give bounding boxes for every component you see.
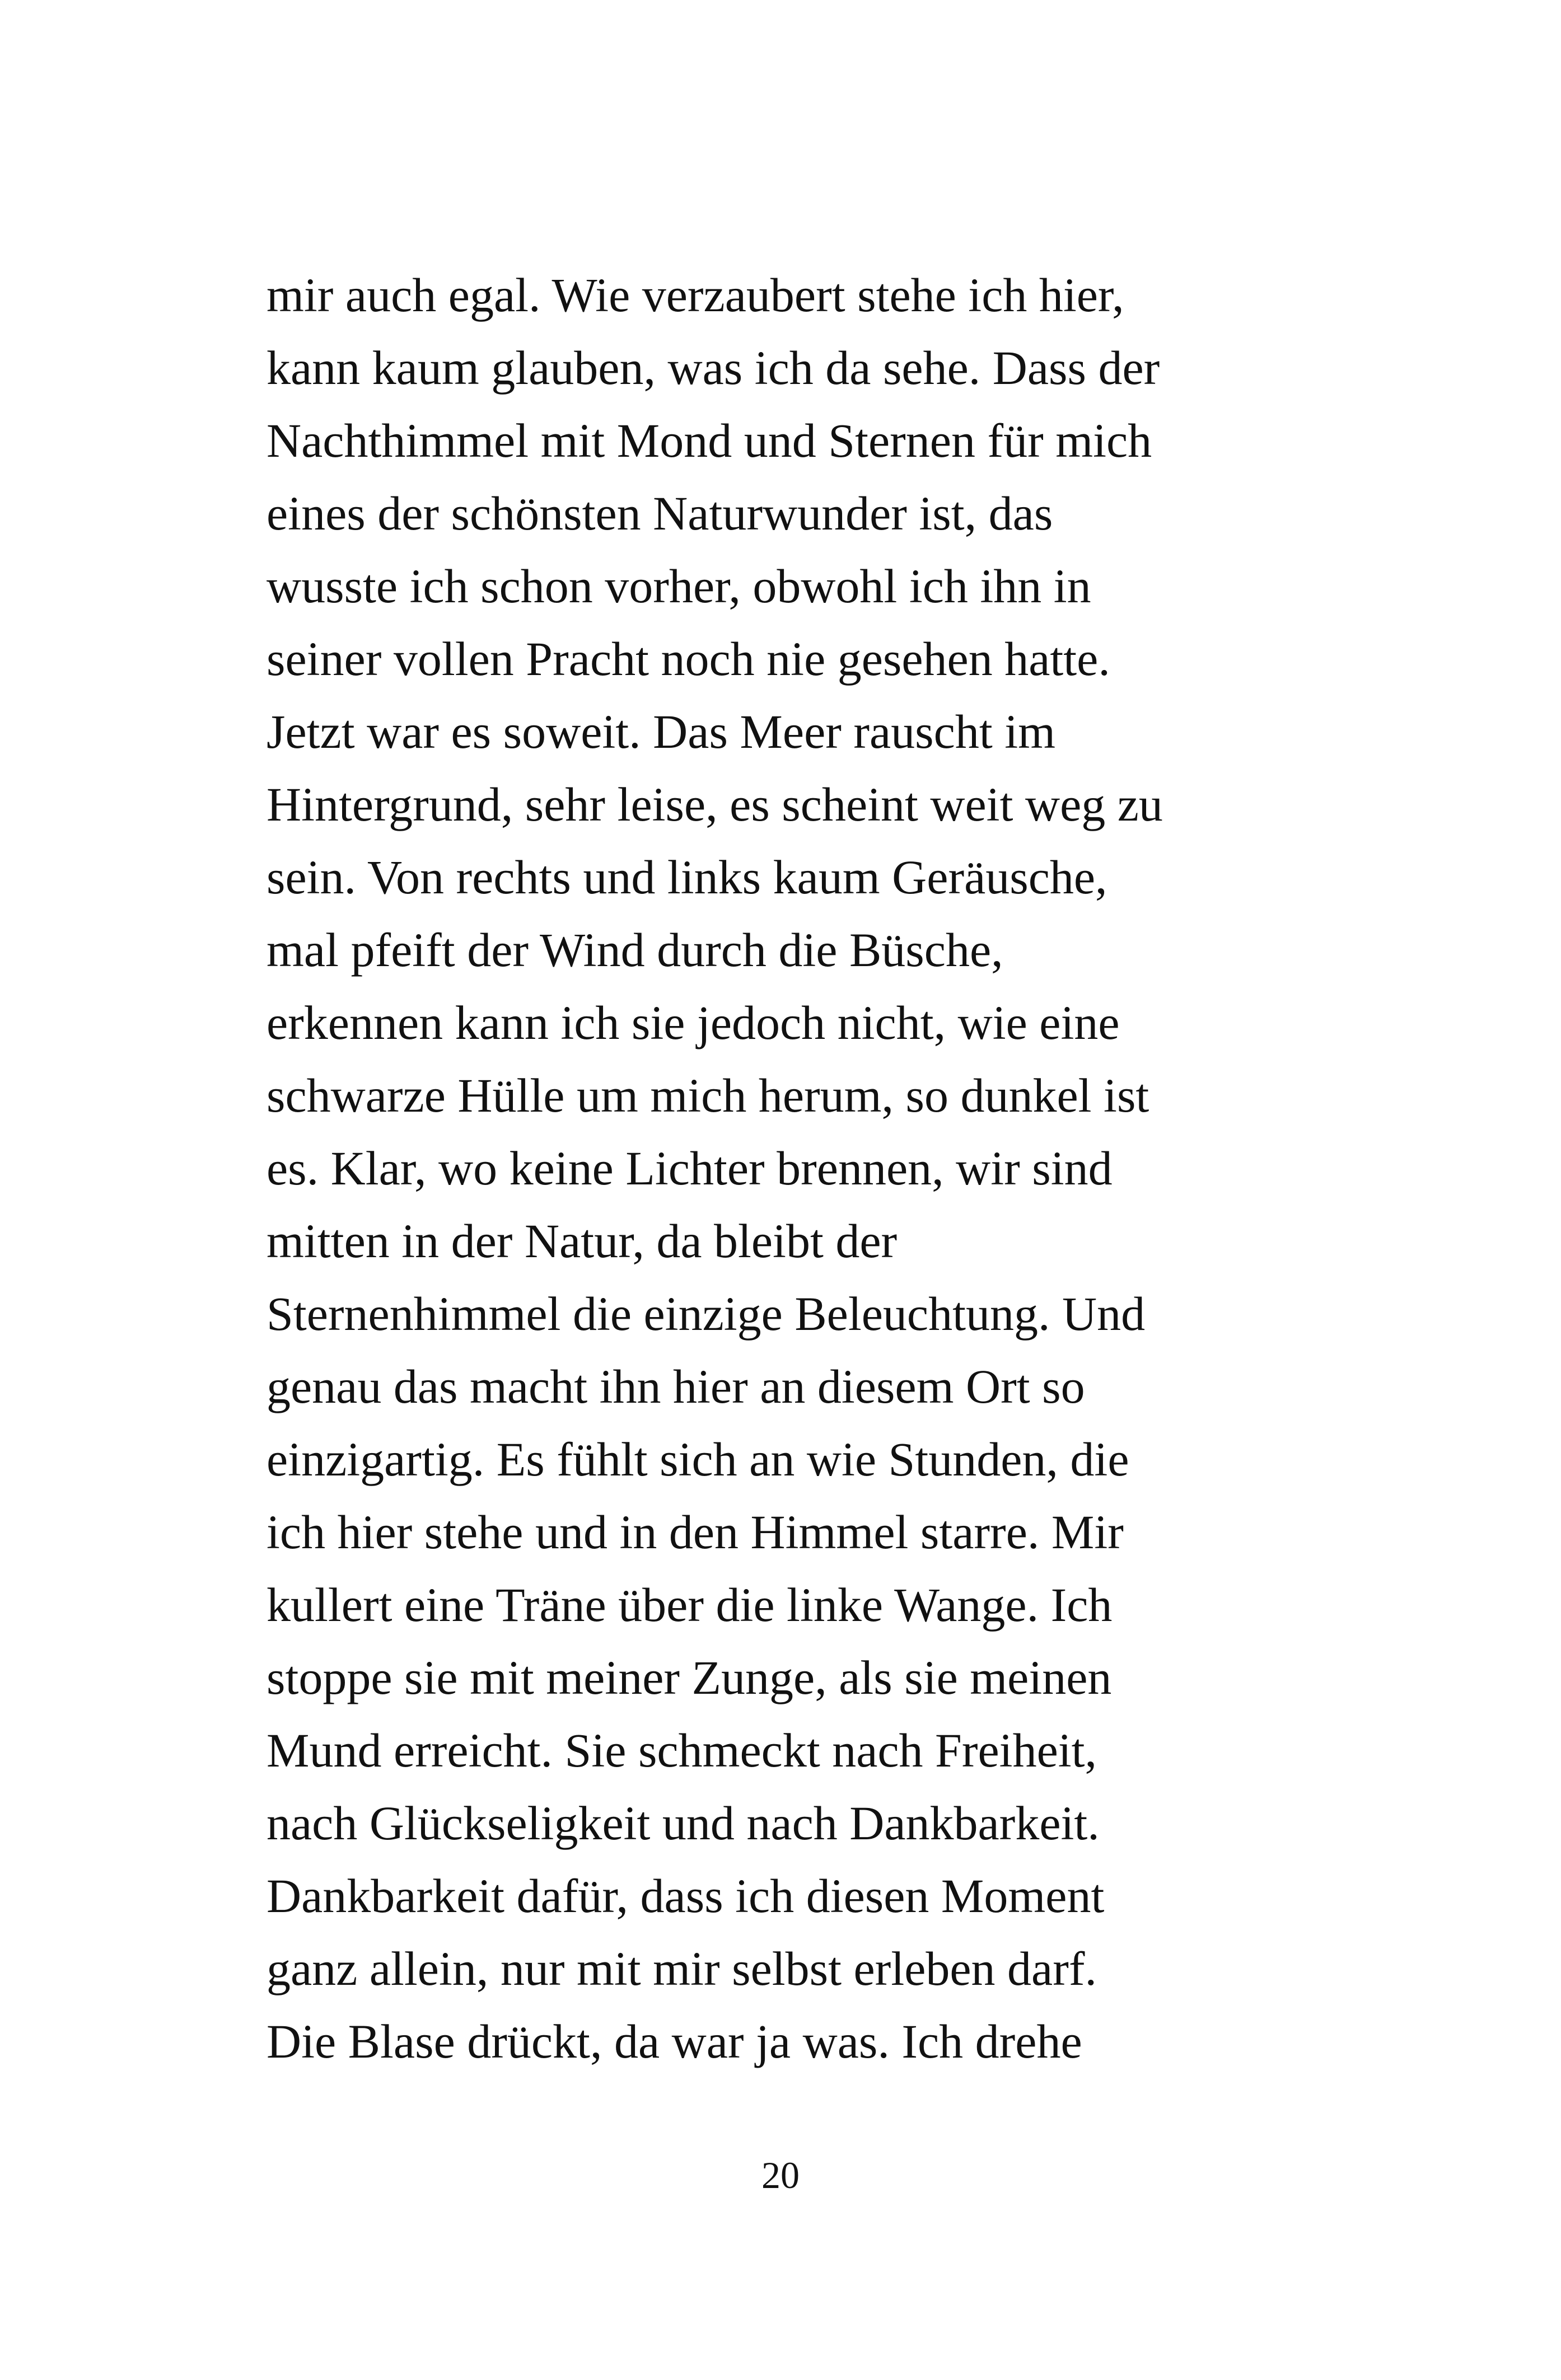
text-line: mal pfeift der Wind durch die Büsche, [267,923,1003,977]
text-line: Dankbarkeit dafür, dass ich diesen Moment [267,1869,1105,1923]
text-line: Nachthimmel mit Mond und Sternen für mich [267,414,1152,467]
body-text [267,259,1297,2078]
text-line: Die Blase drückt, da war ja was. Ich drehe [267,2014,1082,2068]
text-line: ganz allein, nur mit mir selbst erleben darf. [267,1942,1097,1995]
text-line: ich hier stehe und in den Himmel starre. Mir [267,1505,1124,1559]
text-line: wusste ich schon vorher, obwohl ich ihn in [267,559,1091,613]
text-line: es. Klar, wo keine Lichter brennen, wir sind [267,1141,1113,1195]
text-line: mir auch egal. Wie verzaubert stehe ich hier, [267,268,1124,322]
text-line: einzigartig. Es fühlt sich an wie Stunden, die [267,1432,1129,1486]
text-line: Sternenhimmel die einzige Beleuchtung. Und [267,1287,1146,1341]
text-line: genau das macht ihn hier an diesem Ort so [267,1360,1085,1413]
text-line: stoppe sie mit meiner Zunge, als sie meinen [267,1651,1112,1704]
text-line: nach Glückseligkeit und nach Dankbarkeit. [267,1796,1100,1850]
text-line: erkennen kann ich sie jedoch nicht, wie eine [267,996,1120,1050]
text-line: kullert eine Träne über die linke Wange. Ich [267,1578,1113,1632]
text-line: mitten in der Natur, da bleibt der [267,1214,898,1268]
page-number: 20 [761,2154,800,2196]
text-line: seiner vollen Pracht noch nie gesehen hatte. [267,632,1110,686]
text-line: Hintergrund, sehr leise, es scheint weit weg zu [267,777,1163,831]
text-line: Jetzt war es soweit. Das Meer rauscht im [267,705,1056,758]
text-line: Mund erreicht. Sie schmeckt nach Freiheit, [267,1723,1097,1777]
text-line: sein. Von rechts und links kaum Geräusche, [267,850,1107,904]
text-line: schwarze Hülle um mich herum, so dunkel ist [267,1069,1149,1122]
text-line: kann kaum glauben, was ich da sehe. Dass der [267,341,1160,395]
text-line: eines der schönsten Naturwunder ist, das [267,486,1053,540]
